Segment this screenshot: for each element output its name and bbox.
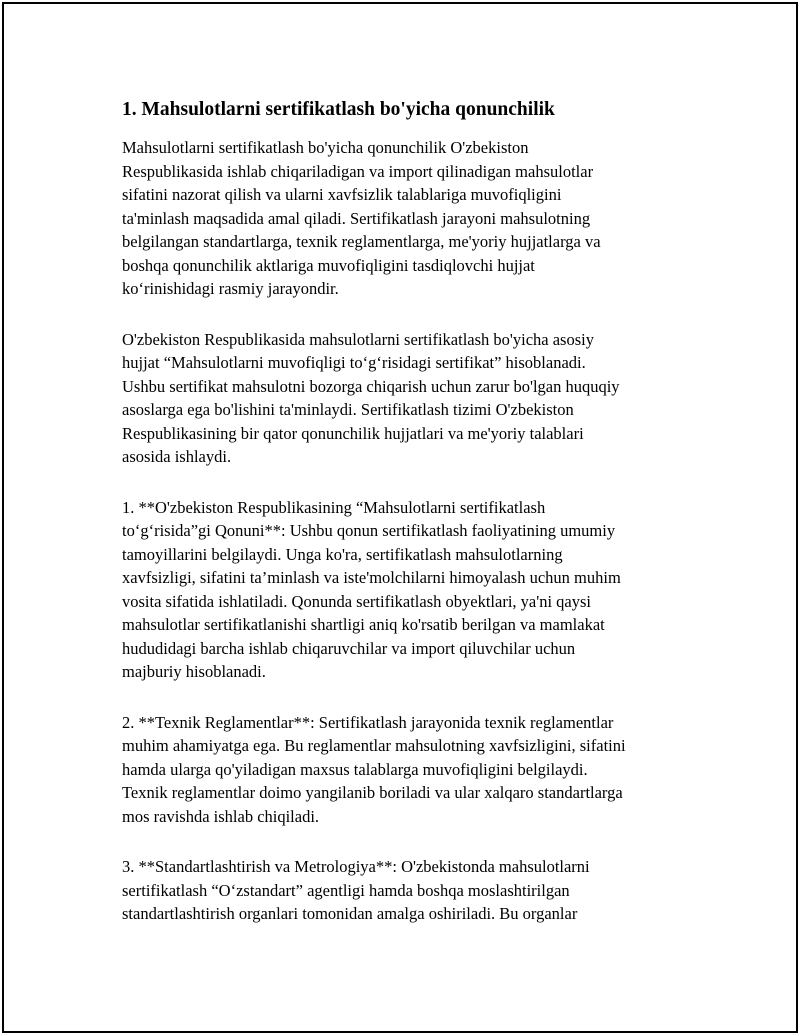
paragraph-intro: Mahsulotlarni sertifikatlash bo'yicha qonunchilik O'zbekiston Respublikasida ishlab chiqariladigan va import qilinadigan mahsulotlar sifatini nazorat qilish va ularni xavfsizlik talablariga muvofiqligini ta'minlash maqsadida amal qiladi. Sertifikatlash jarayoni mahsulotning belgilangan standartlarga, texnik reglamentlarga, me'yoriy hujjatlarga va boshqa qonunchilik aktlariga muvofiqligini tasdiqlovchi hujjat ko‘rinishidagi rasmiy jarayondir.: [122, 138, 601, 298]
document-title: 1. Mahsulotlarni sertifikatlash bo'yicha qonunchilik: [122, 99, 555, 120]
document-body: [122, 97, 682, 953]
paragraph-item-3-standardization: 3. **Standartlashtirish va Metrologiya**: O'zbekistonda mahsulotlarni sertifikatlash “O‘zstandart” agentligi hamda boshqa moslashtirilgan standartlashtirish organlari tomonidan amalga oshiriladi. Bu organlar: [122, 857, 590, 923]
page-frame: [2, 2, 798, 1033]
paragraph-item-1-law: 1. **O'zbekiston Respublikasining “Mahsulotlarni sertifikatlash to‘g‘risida”gi Qonuni**: Ushbu qonun sertifikatlash faoliyatining umumiy tamoyillarini belgilaydi. Unga ko'ra, sertifikatlash mahsulotlarning xavfsizligi, sifatini ta’minlash va iste'molchilarni himoyalash uchun muhim vosita sifatida ishlatiladi. Qonunda sertifikatlash obyektlari, ya'ni qaysi mahsulotlar sertifikatlanishi shartligi aniq ko'rsatib berilgan va mamlakat hududidagi barcha ishlab chiqaruvchilar va import qiluvchilar uchun majburiy hisoblanadi.: [122, 497, 621, 681]
paragraph-item-2-technical-regulations: 2. **Texnik Reglamentlar**: Sertifikatlash jarayonida texnik reglamentlar muhim ahamiyatga ega. Bu reglamentlar mahsulotning xavfsizligini, sifatini hamda ularga qo'yiladigan maxsus talablarga muvofiqligini belgilaydi. Texnik reglamentlar doimo yangilanib boriladi va ular xalqaro standartlarga mos ravishda ishlab chiqiladi.: [122, 712, 626, 826]
paragraph-main-document: O'zbekiston Respublikasida mahsulotlarni sertifikatlash bo'yicha asosiy hujjat “Mahsulotlarni muvofiqligi to‘g‘risidagi sertifikat” hisoblanadi. Ushbu sertifikat mahsulotni bozorga chiqarish uchun zarur bo'lgan huquqiy asoslarga ega bo'lishini ta'minlaydi. Sertifikatlash tizimi O'zbekiston Respublikasining bir qator qonunchilik hujjatlari va me'yoriy talablari asosida ishlaydi.: [122, 329, 620, 466]
